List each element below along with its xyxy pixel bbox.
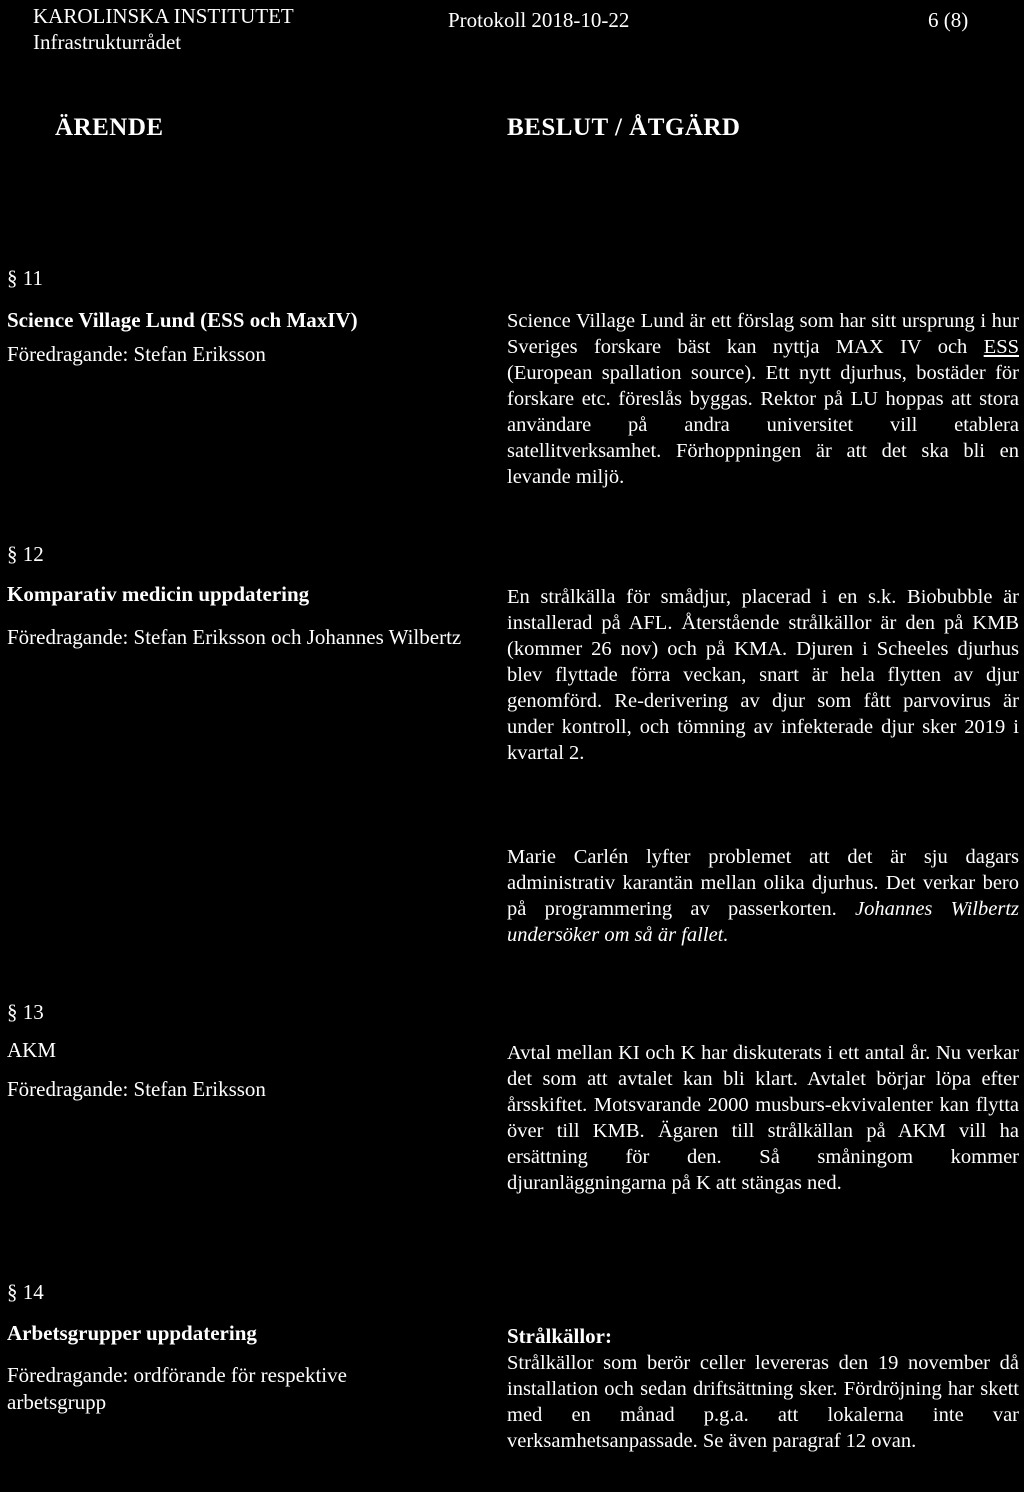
institution-name: KAROLINSKA INSTITUTET: [33, 4, 294, 28]
protocol-date: Protokoll 2018-10-22: [448, 8, 630, 32]
department-name: Infrastrukturrådet: [33, 30, 182, 54]
item-13-number: § 13: [7, 1000, 44, 1024]
item-12-decision-paragraph-1: En strålkälla för smådjur, placerad i en s.k. Biobubble är installerad på AFL. Återstående strålkällor är den på KMB (kommer 26 nov) och på KMA. Djuren i Scheeles djurhus blev flyttade förra veckan, snart är hela flytten av djur genomförd. Re-derivering av djur som fått parvovirus är under kontroll, och tömning av infekterade djur sker 2019 i kvartal 2.: [507, 586, 1019, 764]
item-12-number: § 12: [7, 542, 44, 566]
item-14-presenter: Föredragande: ordförande för respektive arbetsgrupp: [7, 1363, 347, 1414]
item-13-presenter: Föredragande: Stefan Eriksson: [7, 1077, 266, 1101]
item-13-title: AKM: [7, 1038, 57, 1062]
item-11-decision-ess: ESS: [983, 336, 1019, 358]
item-14-decision: Strålkällor som berör celler levereras den 19 november då installation och sedan driftsättning sker. Fördröjning har skett med en månad p.g.a. att lokalerna inte var verksamhetsanpassade. Se även paragraf 12 ovan.: [507, 1352, 1019, 1452]
item-14-subheading: Strålkällor:: [507, 1324, 612, 1348]
item-12-title: Komparativ medicin uppdatering: [7, 582, 310, 606]
item-11-decision: [507, 308, 1019, 490]
column-heading-beslut: BESLUT / ÅTGÄRD: [507, 114, 741, 141]
item-14-number: § 14: [7, 1280, 44, 1304]
item-11-decision-text-start: Science Village Lund är ett förslag som har sitt ursprung i hur Sveriges forskare bäst kan nyttja MAX IV och: [507, 310, 1019, 358]
item-11-presenter: Föredragande: Stefan Eriksson: [7, 342, 266, 366]
column-heading-arende: ÄRENDE: [55, 114, 164, 141]
item-11-number: § 11: [7, 266, 43, 290]
item-12-decision-paragraph-2-text: Marie Carlén lyfter problemet att det är sju dagars administrativ karantän mellan olika djurhus. Det verkar bero på programmering av passerkorten.: [507, 846, 1019, 920]
item-13-decision: Avtal mellan KI och K har diskuterats i ett antal år. Nu verkar det som att avtalet kan bli klart. Avtalet börjar löpa efter årsskiftet. Motsvarande 2000 musburs-ekvivalenter kan flytta över till KMB. Ägaren till strålkällan på AKM vill ha ersättning för den. Så småningom kommer djuranläggningarna på K att stängas ned.: [507, 1042, 1019, 1194]
item-11-title: Science Village Lund (ESS och MaxIV): [7, 308, 358, 332]
item-11-decision-text-end: (European spallation source). Ett nytt djurhus, bostäder för forskare etc. föreslås byggas. Rektor på LU hoppas att stora användare på andra universitet vill etablera satellitverksamhet. Förhoppningen är att det ska bli en levande miljö.: [507, 362, 1019, 488]
item-12-decision-paragraph-2-action: Johannes Wilbertz undersöker om så är fallet.: [507, 898, 1019, 946]
item-12-presenter: Föredragande: Stefan Eriksson och Johannes Wilbertz: [7, 625, 462, 649]
item-14-title: Arbetsgrupper uppdatering: [7, 1321, 257, 1345]
page-number: 6 (8): [928, 8, 969, 32]
item-12-decision-paragraph-2: [507, 844, 1019, 948]
